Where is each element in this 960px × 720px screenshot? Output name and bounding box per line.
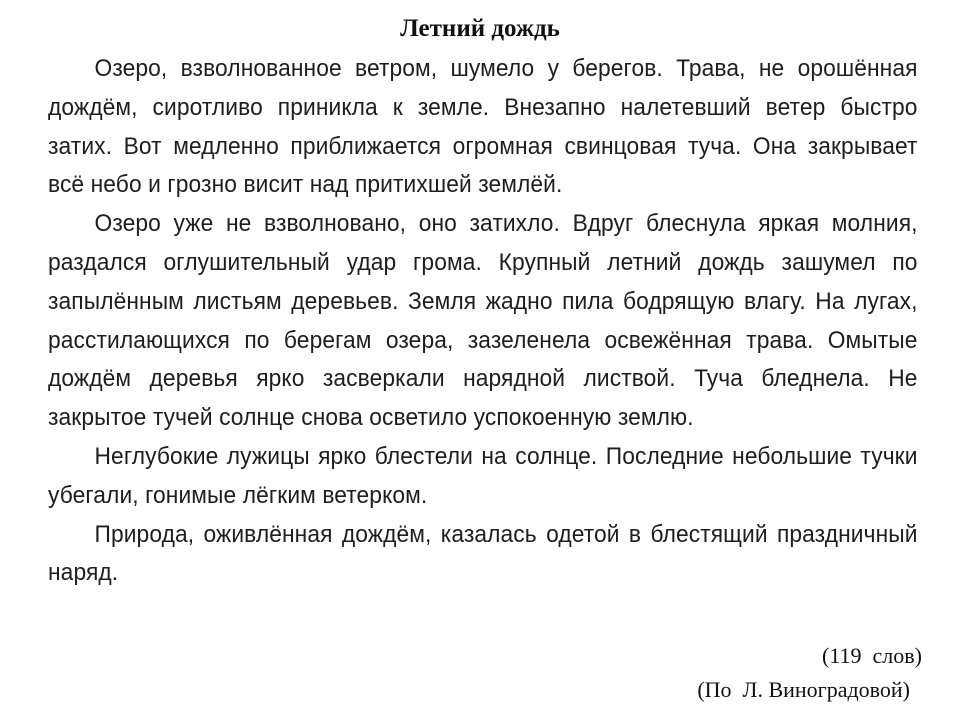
paragraph-2: Озеро уже не взволновано, оно затихло. Вдруг блеснула яркая молния, раздался оглушительный удар грома. Крупный летний дождь зашумел по запылённым листьям деревьев. Земля жадно пила бодрящую влагу. На лугах, расстилающихся по берегам озера, зазеленела освежённая трава. Омытые дождём деревья ярко засверкали нарядной листвой. Туча бледнела. Не закрытое тучей солнце снова осветило успокоенную землю. [48,210,918,432]
word-count: (119 слов) [822,643,922,668]
paragraph-1: Озеро, взволнованное ветром, шумело у берегов. Трава, не орошённая дождём, сиротливо приникла к земле. Внезапно налетевший ветер быстро затих. Вот медленно приближается огромная свинцовая туча. Она закрывает всё небо и грозно висит над притихшей землёй. [48,55,918,199]
paragraph-3: Неглубокие лужицы ярко блестели на солнце. Последние небольшие тучки убегали, гонимые лёгким ветерком. [48,442,918,509]
document-title: Летний дождь [400,15,560,42]
paragraph-4: Природа, оживлённая дождём, казалась одетой в блестящий праздничный наряд. [48,520,918,587]
document-body [48,50,918,593]
author-attribution: (По Л. Виноградовой) [697,677,910,702]
